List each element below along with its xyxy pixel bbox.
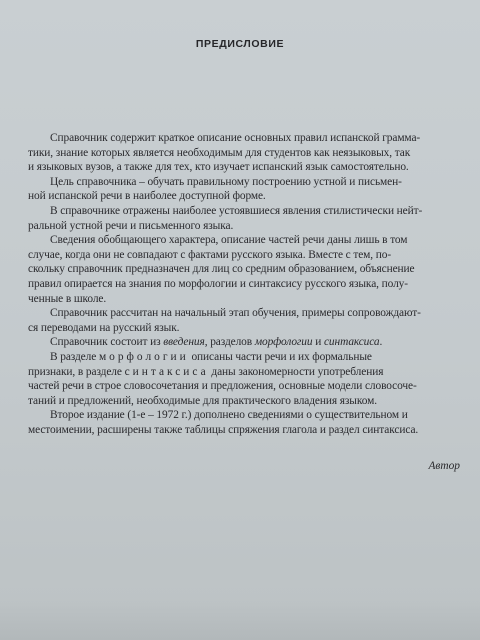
text-line: ченные в школе.: [28, 292, 107, 305]
term-syntax: синтаксиса: [323, 336, 380, 349]
text-line: Справочник рассчитан на начальный этап обучения, примеры сопровождают-: [50, 307, 421, 320]
text-line: тики, знание которых является необходимым для студентов как неязыковых, так: [28, 146, 411, 159]
text-line: [28, 365, 460, 380]
text-run: .: [379, 336, 383, 349]
text-line: Сведения обобщающего характера, описание частей речи даны лишь в том: [50, 234, 408, 247]
text-run: В разделе: [50, 350, 99, 363]
text-line: [28, 350, 460, 365]
text-line: правил опирается на знания по морфологии и синтаксису русского языка, полу-: [28, 277, 408, 290]
text-line: [28, 335, 460, 350]
paragraph-structure: [28, 335, 460, 350]
text-line: частей речи в строе словосочетания и предложения, основные модели словосоче-: [28, 380, 417, 393]
text-run: , разделов: [204, 336, 255, 349]
text-run: Справочник состоит из: [50, 336, 164, 349]
text-run: описаны части речи и их формальные: [188, 350, 372, 363]
paragraph-style: [28, 204, 460, 233]
text-line: Цель справочника – обучать правильному построению устной и письмен-: [50, 175, 402, 188]
text-line: Второе издание (1-е – 1972 г.) дополнено сведениями о существительном и: [50, 409, 408, 422]
page-title: ПРЕДИСЛОВИЕ: [195, 38, 285, 50]
text-line: и языковых вузов, а также для тех, кто изучает испанский язык самостоятельно.: [28, 161, 409, 174]
text-line: местоимении, расширены также таблицы спряжения глагола и раздел синтаксиса.: [28, 423, 419, 436]
page-shadow: [0, 600, 480, 640]
term-morphology-spaced: морфологии: [98, 350, 189, 363]
text-line: В справочнике отражены наиболее устоявшиеся явления стилистически нейт-: [50, 204, 423, 217]
text-run: признаки, в разделе: [28, 365, 125, 378]
term-syntax-spaced: синтаксиса: [124, 365, 209, 378]
text-line: Справочник содержит краткое описание основных правил испанской грамма-: [50, 132, 421, 144]
author-signature: Автор: [428, 460, 460, 472]
term-morphology: морфологии: [254, 336, 313, 349]
paragraph-generalization: [28, 233, 460, 306]
text-line: ральной устной речи и письменного языка.: [28, 219, 234, 232]
paragraph-summary: [28, 131, 460, 175]
text-line: случае, когда они не совпадают с фактами русского языка. Вместе с тем, по-: [28, 248, 392, 261]
text-run: даны закономерности употребления: [208, 365, 384, 378]
preface-body: [28, 131, 460, 437]
paragraph-second-edition: [28, 408, 460, 437]
text-run: и: [312, 336, 324, 349]
term-introduction: введения: [163, 336, 205, 349]
paragraph-goal: [28, 175, 460, 204]
text-line: ной испанской речи в наиболее доступной форме.: [28, 190, 266, 203]
paragraph-audience: [28, 306, 460, 335]
text-line: ся переводами на русский язык.: [28, 321, 180, 334]
text-line: скольку справочник предназначен для лиц со средним образованием, объяснение: [28, 263, 415, 276]
text-line: таний и предложений, необходимые для практического владения языком.: [28, 394, 377, 407]
paragraph-sections: [28, 350, 460, 408]
